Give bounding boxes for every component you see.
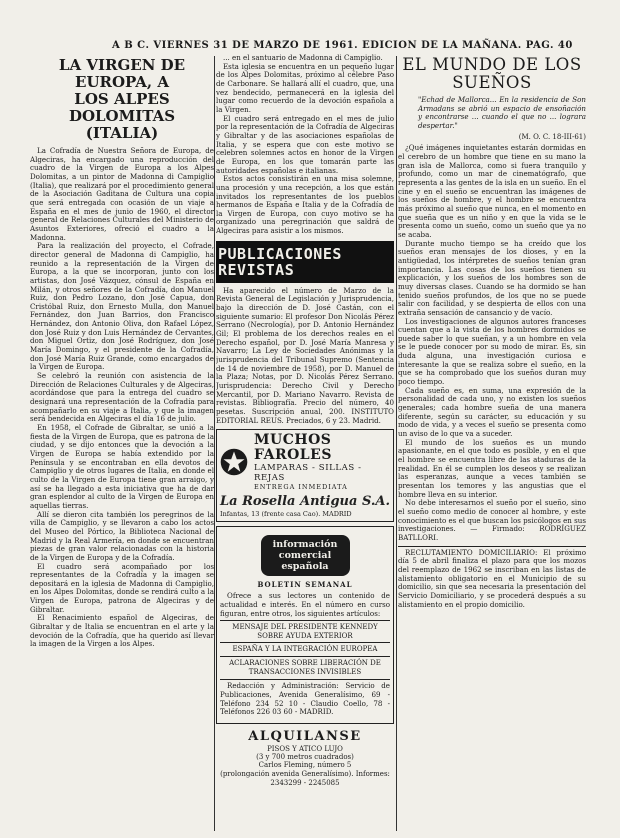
ad-label: BOLETIN SEMANAL (257, 580, 353, 590)
ad-informacion-comercial (216, 526, 394, 724)
ad-badge-logo: información comercial española (261, 535, 350, 576)
article-headline-suenos: EL MUNDO DE LOS SUEÑOS (402, 55, 582, 92)
ad-title: MUCHOS FAROLES (254, 432, 332, 464)
column-rule (396, 56, 397, 831)
publicaciones-body: Ha aparecido el número de Marzo de la Revista General de Legislación y Jurisprudencia, bajo la dirección de D. José Castán, con el siguiente sumario: El profesor Don Nicolás Pérez Serrano (Necrología), por D. Antonio Hernández Gil; El problema de los derechos reales en el Derecho español, por D. José María Manresa y Navarro; La Ley de Sociedades Anónimas y la jurisprudencia del Tribunal Supremo (Sentencia de 14 de noviembre de 1958), por D. Manuel de la Plaza; Notas, por D. Nicolás Pérez Serrano. Jurisprudencia: Derecho Civil y Derecho Mercantil, por D. Mariano Navarro. Revista de revistas. Bibliografía. Precio del número, 40 pesetas. Suscripción anual, 200. INSTITUTO EDITORIAL REUS. Preciados, 6 y 23. Madrid. (216, 285, 394, 425)
ad-topic: ESPAÑA Y LA INTEGRACIÓN EUROPEA (220, 642, 390, 654)
ad-body: Ofrece a sus lectores un contenido de actualidad e interés. En el número en curso figuran, entre otros, los siguientes artículos: (220, 591, 390, 618)
ad-topic: ACLARACIONES SOBRE LIBERACIÓN DE TRANSACCIONES INVISIBLES (220, 656, 390, 676)
article-epigraph: "Echad de Mallorca... En la residencia de Son Armadans se abrió un espacio de ensoñación y encontrarse ... cuando el que no ... lograra despertar." (418, 95, 586, 130)
column-left (30, 54, 214, 649)
ad-items: LAMPARAS - SILLAS - REJAS (254, 463, 362, 484)
ad-alquilanse-sub: PISOS Y ATICO LUJO (267, 744, 343, 753)
star-emblem-icon (220, 448, 248, 476)
ad-alquilanse-line: (3 y 700 metros cuadrados) (256, 752, 354, 761)
ad-alquilanse-line: 2343299 - 2245085 (270, 778, 340, 787)
epigraph-source: (M. O. C. 18-III-61) (518, 133, 586, 142)
ad-muchos-faroles (216, 429, 394, 522)
article-headline-virgen: LA VIRGEN DE EUROPA, A LOS ALPES DOLOMITAS (ITALIA) (58, 56, 186, 142)
ad-address: Infantas, 13 (frente casa Cao). MADRID (220, 510, 352, 519)
ad-alquilanse-title: ALQUILANSE (248, 728, 362, 744)
ad-brand-script: La Rosella Antigua S.A. (220, 494, 391, 510)
article-continuation: ... en el santuario de Madonna di Campiglio. Esta iglesia se encuentra en un pequeño lugar de los Alpes Dolomitas, próximo al célebre Paso de Carbonare. Se hallará allí el cuadro, que, una vez bendecido, permanecerá en la iglesia del lugar como recuerdo de la devoción española a la Virgen. El cuadro será entregado en el mes de julio por la representación de la Cofradía de Algeciras y Gibraltar y de las asociaciones españolas de Italia, y se espera que con este motivo se celebren solemnes actos en honor de la Virgen de Europa, en los que tomarán parte las autoridades españolas e italianas. Estos actos consistirán en una misa solemne, una procesión y una recepción, a los que están invitados los representantes de los pueblos hermanos de España e Italia y de la Cofradía de la Virgen de Europa, con cuyo motivo se ha organizado una peregrinación que saldrá de Algeciras para asistir a los mismos. (216, 54, 394, 236)
page-header: A B C. VIERNES 31 DE MARZO DE 1961. EDICION DE LA MAÑANA. PAG. 40 (112, 40, 573, 51)
ad-note: ENTREGA INMEDIATA (254, 483, 348, 492)
article-body-suenos: ¿Qué imágenes inquietantes estarán dormidas en el cerebro de un hombre que tiene en su mano la gran isla de Mallorca, como si fuera tranquilo y profundo, como un mar de cinematógrafo, que representa a las gentes de la isla en un sueño. En el cine y en el sueño se encuentran las imágenes de los sueños de hombre, y el hombre se encuentra más próximo al sueño que nunca, en el momento en que sueña que es un niño y en que la vida se le presenta como un sueño, como un sueño que ya no se acaba. Durante mucho tiempo se ha creído que los sueños eran mensajes de los dioses, y en la antigüedad, los intérpretes de sueños tenían gran importancia. Las cosas de los sueños tienen su explicación, y los sueños de los hombres son de muy diversas clases. Cuando se ha dormido se han tenido sueños profundos, de los que no se puede salir con facilidad, y se despierta de ellos con una extraña sensación de cansancio y de vacío. Los investigaciones de algunos autores franceses cuentan que a la vista de los hombres dormidos se puede saber lo que sueñan, y a un hombre en vela se le puede conocer por su modo de mirar. Es, sin duda alguna, una investigación curiosa e interesante la que se realiza sobre el sueño, en la que se ha comprobado que los sueños duran muy poco tiempo. Cada sueño es, en suma, una expresión de la personalidad de cada uno, y no existen los sueños generales; cada hombre sueña de una manera diferente, según su carácter, su educación y su modo de vida, y a veces el sueño se presenta como un aviso de lo que va a suceder. El mundo de los sueños es un mundo apasionante, en el que todo es posible, y en el que el hombre se encuentra libre de las ataduras de la realidad. En él se cumplen los deseos y se realizan las esperanzas, aunque a veces también se presentan los temores y las angustias que el hombre lleva en su interior. No debe interesarnos el sueño por el sueño, sino el sueño como medio de conocer al hombre, y este conocimiento es el que buscan los psicólogos en sus investigaciones. — Firmado: RODRÍGUEZ BATLLORI. (398, 143, 586, 542)
notice-reclutamiento: RECLUTAMIENTO DOMICILIARIO: El próximo día 5 de abril finaliza el plazo para que los mozos del reemplazo de 1962 se inscriban en las listas de alistamiento obligatorio en el Municipio de su domicilio, sin que sea necesaria la presentación del Servicio Domiciliario, y se procederá después a su alistamiento en el propio domicilio. (398, 547, 586, 609)
ad-alquilanse-line: (prolongación avenida Generalísimo). Informes: (220, 770, 390, 779)
article-body-virgen: La Cofradía de Nuestra Señora de Europa, de Algeciras, ha encargado una reproducción del cuadro de la Virgen de Europa a los Alpes Dolomitas, a un pintor de Madonna di Campiglio (Italia), que realizará por el procedimiento general de la Asociación Gaditana de Cultura una copia que será entregada con ocasión de un viaje a España en el mes de junio de 1960, el director general de Relaciones Culturales del Ministerio de Asuntos Exteriores, ofreció el cuadro a la Madonna. Para la realización del proyecto, el Cofrade, director general de Madonna di Campiglio, ha reunido a la representación de la Virgen de Europa, a la que se incorporan, junto con los artistas, don José Vázquez, cónsul de España en Milán, y otros señores de la Cofradía, don Manuel Ruiz, don Pedro Lozano, don José Capua, don Cristóbal Ruiz, don Ernesto Mulla, don Manuel Fernández, don Juan Barrios, don Francisco Hernández, don Antonio Oliva, don Rafael López, don José Ruiz y don Luis Hernández de Cervantes, don Miguel Ortiz, don José Rodríguez, don José María Domingo, y el presidente de la Cofradía, don José María Ruiz Grande, como encargados de la Virgen de Europa. Se celebró la reunión con asistencia de la Dirección de Relaciones Culturales y de Algeciras, acordándose que para la entrega del cuadro se designará una representación de la Cofradía para acompañarlo en su viaje a Italia, y que la imagen será bendecida en Algeciras el día 16 de julio. En 1958, el Cofrade de Gibraltar, se unió a la fiesta de la Virgen de Europa, que es patrona de la ciudad, y se dijo entonces que la devoción a la Virgen de Europa se había extendido por la Península y se encontraban en ella devotos de Campiglio y de otros lugares de Italia, en donde el culto de la Virgen de Europa tiene gran arraigo, y así se ha llegado a esta iniciativa que ha de dar gran esplendor al culto de la Virgen de Europa en aquellas tierras. Allí se dieron cita también los peregrinos de la villa de Campiglio, y se llevaron a cabo los actos del Museo del Pórtico, la Biblioteca Nacional de Madrid y la Real Armería, en donde se encuentran piezas de gran valor relacionadas con la historia de la Virgen de Europa y de la Cofradía. El cuadro será acompañado por los representantes de la Cofradía y la imagen se depositará en la iglesia de Madonna di Campiglio, en los Alpes Dolomitas, donde se rendirá culto a la Virgen de Europa, patrona de Algeciras y de Gibraltar. El Renacimiento español de Algeciras, de Gibraltar y de Italia se encuentran en el arte y la devoción de la Cofradía, que ha querido así llevar la imagen de la Virgen a los Alpes. (30, 146, 214, 649)
ad-topic: MENSAJE DEL PRESIDENTE KENNEDY SOBRE AYUDA EXTERIOR (220, 620, 390, 640)
column-rule (214, 56, 215, 831)
ad-alquilanse-line: Carlos Fleming, número 5 (258, 761, 352, 770)
column-middle (216, 54, 394, 787)
publicaciones-heading: PUBLICACIONES REVISTAS (216, 241, 394, 283)
ad-contact: Redacción y Administración: Servicio de Publicaciones, Avenida Generalísimo, 69 - Teléfono 234 52 10 - Claudio Coello, 78 - Teléfonos 226 03 60 - MADRID. (220, 681, 390, 717)
column-right (398, 54, 586, 612)
